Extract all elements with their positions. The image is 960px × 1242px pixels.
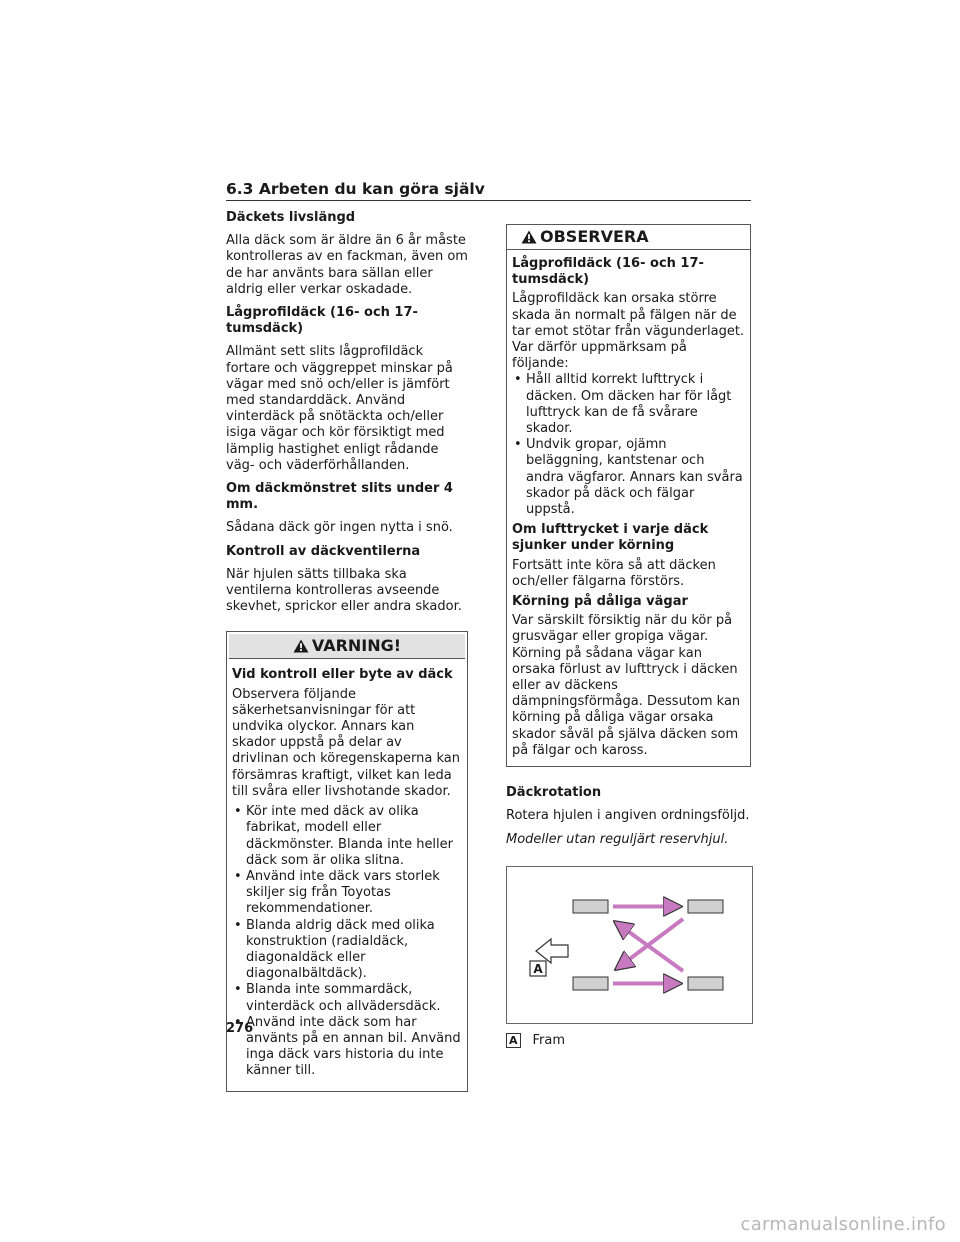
list-item: • Använd inte däck som har använts på en annan bil. Använd inga däck vars historia du inte känner till.: [232, 1015, 462, 1080]
notice-text-low-profile: Lågprofildäck kan orsaka större skada än normalt på fälgen när de tar emot stötar från vägunderlaget. Var därför uppmärksam på följande:: [512, 291, 745, 372]
list-item: • Undvik gropar, ojämn beläggning, kantstenar och andra vägfaror. Annars kan svåra skador på däck och fälgar uppstå.: [512, 437, 745, 518]
heading-valve-check: Kontroll av däckventilerna: [226, 543, 421, 559]
notice-subheading-bad-roads: Körning på dåliga vägar: [512, 594, 688, 610]
notice-subheading-low-profile: Lågprofildäck (16- och 17-tumsdäck): [512, 256, 704, 288]
list-item: • Blanda inte sommardäck, vinterdäck och allvädersdäck.: [232, 982, 462, 1014]
notice-text-bad-roads: Var särskilt försiktig när du kör på grusvägar eller gropiga vägar. Körning på sådana vägar kan orsaka förlust av lufttryck i däcken eller av däckens dämpningsförmåga. Dessutom kan körning på dåliga vägar orsaka skador såväl på själva däcken som på fälgar och kaross.: [512, 613, 741, 758]
list-item: • Håll alltid korrekt lufttryck i däcken. Om däcken har för lågt lufttryck kan de få svårare skador.: [512, 372, 745, 437]
paragraph-tread-wear: Sådana däck gör ingen nytta i snö.: [226, 520, 453, 536]
list-item: • Blanda aldrig däck med olika konstruktion (radialdäck, diagonaldäck eller diagonalbältdäck).: [232, 918, 462, 983]
notice-title-text: OBSERVERA: [540, 227, 649, 246]
warning-triangle-icon: [521, 230, 537, 244]
heading-tire-life: Däckets livslängd: [226, 210, 356, 225]
page-number: 276: [226, 1021, 254, 1036]
warning-triangle-icon: [293, 639, 309, 653]
heading-low-profile: Lågprofildäck (16- och 17-tumsdäck): [226, 305, 418, 337]
list-item: • Använd inte däck vars storlek skiljer sig från Toyotas rekommendationer.: [232, 869, 462, 918]
diagram-tag: A: [533, 961, 543, 976]
tire-rotation-diagram: [506, 866, 753, 1024]
legend-tag: A: [506, 1033, 521, 1048]
rotation-note: Modeller utan reguljärt reservhjul.: [506, 831, 729, 847]
left-column: [226, 210, 468, 1092]
warning-title-text: VARNING!: [311, 636, 402, 656]
arrow-diagonal-to-front-right-left: [618, 924, 683, 971]
heading-tread-wear: Om däckmönstret slits under 4 mm.: [226, 481, 453, 513]
wheel-front-right: [688, 900, 723, 913]
list-item: • Kör inte med däck av olika fabrikat, modell eller däckmönster. Blanda inte heller däck som är olika slitna.: [232, 804, 462, 869]
paragraph-tire-life: Alla däck som är äldre än 6 år måste kontrolleras av en fackman, även om de har använts bara sällan eller aldrig eller verkar oskadade.: [226, 233, 468, 297]
wheel-front-left: [573, 900, 608, 913]
arrow-diagonal-to-rear-left: [619, 919, 683, 967]
legend-label: Fram: [532, 1032, 566, 1048]
wheel-rear-right: [688, 977, 723, 990]
paragraph-low-profile: Allmänt sett slits lågprofildäck fortare och väggreppet minskar på vägar med snö och/eller is jämfört med standarddäck. Använd vinterdäck på snötäckta och/eller isiga vägar och kör försiktigt med lämplig hastighet enligt rådande väg- och väderförhållanden.: [226, 344, 453, 473]
watermark: carmanualsonline.info: [740, 1214, 946, 1235]
notice-subheading-pressure: Om lufttrycket i varje däck sjunker under körning: [512, 522, 709, 554]
wheel-rear-left: [573, 977, 608, 990]
warning-text: Observera följande säkerhetsanvisningar för att undvika olyckor. Annars kan skador uppstå på delar av drivlinan och köregenskaperna kan försämras kraftigt, vilket kan leda till svåra eller livshotande skador.: [232, 686, 460, 799]
notice-text-pressure: Fortsätt inte köra så att däcken och/eller fälgarna förstörs.: [512, 557, 716, 589]
forward-arrow-icon: [536, 939, 568, 963]
warning-title: [229, 634, 465, 659]
notice-body: [507, 250, 750, 766]
heading-rotation: Däckrotation: [506, 785, 602, 801]
warning-body: [227, 661, 467, 1090]
diagram-legend: [506, 1033, 751, 1049]
notice-title: [507, 225, 750, 250]
warning-box: [226, 631, 468, 1091]
notice-box: [506, 224, 751, 767]
right-column: [506, 224, 751, 1049]
notice-list: [512, 372, 745, 518]
section-header: 6.3 Arbeten du kan göra själv: [226, 180, 751, 201]
tire-rotation-svg: [507, 867, 752, 1023]
warning-list: [232, 804, 462, 1079]
warning-subheading: Vid kontroll eller byte av däck: [232, 667, 453, 683]
paragraph-rotation: Rotera hjulen i angiven ordningsföljd.: [506, 808, 750, 824]
paragraph-valve-check: När hjulen sätts tillbaka ska ventilerna kontrolleras avseende skevhet, sprickor eller andra skador.: [226, 566, 462, 615]
